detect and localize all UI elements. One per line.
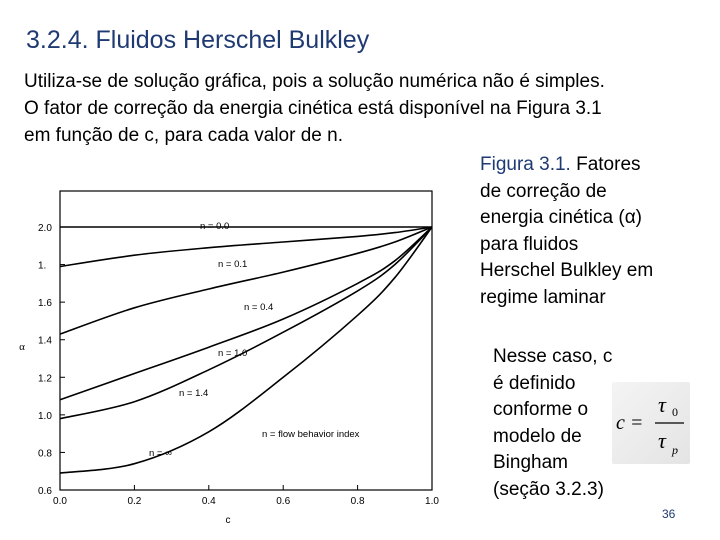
- note-line: (seção 3.2.3): [493, 478, 604, 500]
- caption-line: [480, 152, 710, 179]
- series-label: n = 1.0: [218, 348, 248, 359]
- chart-annotation: n = flow behavior index: [262, 429, 360, 440]
- x-tick-label: 0.2: [127, 496, 142, 507]
- caption-line: para fluidos: [480, 233, 579, 255]
- x-tick-label: 0.0: [53, 496, 67, 507]
- series-line: [60, 227, 432, 419]
- note-line: é definido: [493, 372, 576, 394]
- caption-line: Herschel Bulkley em: [480, 260, 654, 281]
- y-tick-label: 0.6: [38, 486, 52, 497]
- caption-line: regime laminar: [480, 286, 606, 308]
- caption-figure-label: Figura 3.1.: [480, 154, 571, 175]
- y-axis-label: α: [19, 341, 25, 353]
- y-tick-label: 1.6: [38, 298, 52, 310]
- intro-line: Utiliza-se de solução gráfica, pois a solução numérica não é simples.: [24, 71, 605, 92]
- series-label: n = 0.4: [244, 302, 274, 313]
- series-label: n = 0.1: [218, 259, 248, 270]
- formula-numerator-subscript: 0: [672, 405, 678, 419]
- y-tick-label: 2.0: [38, 223, 52, 234]
- x-tick-label: 1.0: [425, 496, 439, 507]
- caption-text: Fatores: [570, 154, 641, 175]
- series-label: n = 1.4: [179, 388, 209, 399]
- x-tick-label: 0.8: [350, 496, 365, 507]
- note-line: modelo de: [493, 425, 582, 447]
- bingham-c-formula: [612, 382, 690, 464]
- caption-line: energia cinética (α): [480, 207, 643, 228]
- y-tick-label: 1.4: [38, 335, 52, 347]
- series-label: n = ∞: [149, 448, 172, 459]
- formula-lhs: c =: [616, 412, 644, 434]
- series-line: [60, 227, 432, 334]
- formula-numerator: τ: [658, 392, 666, 417]
- formula-denominator-subscript: p: [672, 443, 678, 457]
- note-line: conforme o: [493, 399, 589, 420]
- formula-graphic: [612, 382, 690, 464]
- figure-caption: [480, 152, 710, 311]
- x-tick-label: 0.6: [276, 496, 291, 507]
- y-tick-label: 1.2: [38, 373, 52, 385]
- y-tick-label: 1.: [38, 260, 47, 272]
- note-line: Bingham: [493, 452, 568, 473]
- y-tick-label: 1.0: [38, 410, 52, 422]
- slide-title: 3.2.4. Fluidos Herschel Bulkley: [26, 26, 370, 54]
- page-number: 36: [662, 507, 676, 521]
- formula-denominator: τ: [658, 428, 666, 453]
- plot-frame: [60, 191, 432, 490]
- x-axis-label: c: [225, 515, 231, 526]
- x-tick-label: 0.4: [201, 496, 216, 507]
- caption-line: de correção de: [480, 180, 607, 202]
- note-line: Nesse caso, c: [493, 346, 613, 367]
- intro-line: em função de c, para cada valor de n.: [24, 125, 343, 146]
- series-label: n = 0.0: [200, 221, 230, 232]
- intro-line: O fator de correção da energia cinética está disponível na Figura 3.1: [24, 98, 602, 119]
- y-tick-label: 0.8: [38, 448, 52, 460]
